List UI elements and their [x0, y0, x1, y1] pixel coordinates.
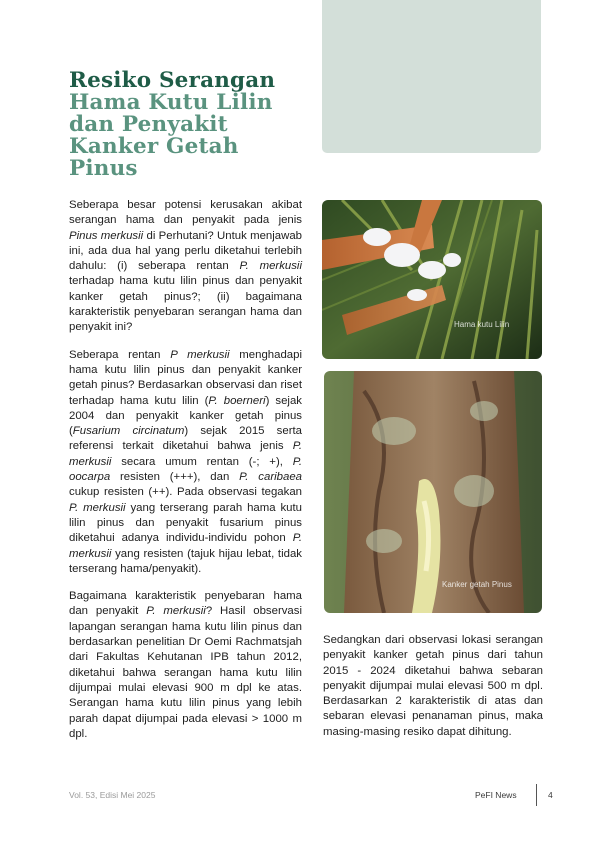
- text-run: di Perhutani? Untuk menjawab ini, ada dua hal yang perlu diketahui terlebih dahulu: (i) seberapa rentan: [69, 229, 303, 273]
- left-column: [69, 198, 302, 754]
- text-run: Seberapa rentan: [69, 348, 171, 361]
- text-run: P. merkusii: [69, 501, 126, 514]
- text-run: P. merkusii: [69, 532, 302, 560]
- title-line-3: dan Penyakit: [69, 112, 228, 137]
- text-run: P. merkusii: [69, 440, 302, 468]
- paragraph-1: [69, 198, 302, 336]
- photo1-caption: Hama kutu Lilin: [454, 320, 510, 329]
- title-line-4: Kanker Getah: [69, 134, 239, 159]
- page-number: 4: [548, 790, 553, 800]
- title-line-2: Hama Kutu Lilin: [69, 90, 273, 115]
- photo2-caption: Kanker getah Pinus: [442, 580, 512, 589]
- text-run: P. merkusii: [239, 260, 302, 273]
- text-run: terhadap hama kutu lilin pinus dan penyakit kanker getah pinus?; (ii) bagaimana karakteristik penyebaran serangan hama dan penyakit ini?: [69, 275, 302, 334]
- title-line-5: Pinus: [69, 156, 138, 181]
- article-title: [69, 70, 299, 180]
- footer-volume: Vol. 53, Edisi Mei 2025: [69, 790, 156, 800]
- paragraph-2: [69, 348, 302, 577]
- text-run: P. merkusii: [146, 605, 206, 618]
- text-run: Fusarium circinatum: [72, 425, 185, 438]
- paragraph-3: [69, 589, 302, 742]
- text-run: P. oocarpa: [69, 455, 302, 484]
- title-line-1: Resiko Serangan: [69, 68, 276, 93]
- paragraph-right-1: Sedangkan dari observasi lokasi serangan penyakit kanker getah pinus dari tahun 2015 - 2024 diketahui bahwa sebaran penyakit dijumpai mulai elevasi 500 m dpl. Berdasarkan 2 karakteristik di atas dan sebaran elevasi penanaman pinus, maka masing-masing resiko dapat dihitung.: [323, 634, 543, 738]
- text-run: resisten (+++), dan: [110, 471, 240, 484]
- text-run: ) sejak 2015 serta referensi terkait diketahui bahwa jenis: [69, 425, 302, 453]
- footer-divider: [536, 784, 537, 806]
- text-run: ) sejak 2004 dan penyakit kanker getah pinus (: [69, 394, 302, 438]
- footer-publication: PeFI News: [475, 790, 517, 800]
- decorative-header-box: [322, 0, 541, 153]
- text-run: secara umum rentan (-; +),: [111, 455, 293, 468]
- text-run: yang terserang parah hama kutu lilin pinus dan penyakit fusarium pinus diketahui adanya individu-individu pohon: [69, 501, 302, 545]
- text-run: menghadapi hama kutu lilin pinus dan penyakit kanker getah pinus? Berdasarkan observasi dan riset terhadap hama kutu lilin (: [69, 348, 302, 407]
- photo-pine-canker: [324, 371, 542, 613]
- text-run: yang resisten (tajuk hijau lebat, tidak terserang hama/penyakit).: [69, 547, 302, 575]
- right-column: [323, 633, 543, 752]
- text-run: Pinus merkusii: [69, 229, 144, 242]
- photo-scale-insect: [322, 200, 542, 359]
- text-run: P merkusii: [170, 348, 230, 361]
- text-run: cukup resisten (++). Pada observasi tegakan: [69, 486, 302, 499]
- text-run: P. boerneri: [208, 394, 266, 407]
- text-run: Bagaimana karakteristik penyebaran hama dan penyakit: [69, 590, 302, 618]
- text-run: Seberapa besar potensi kerusakan akibat serangan hama dan penyakit pada jenis: [69, 199, 302, 227]
- text-run: P. caribaea: [239, 471, 302, 484]
- text-run: ? Hasil observasi lapangan serangan hama kutu lilin pinus dan berdasarkan penelitian Dr Oemi Rachmatsjah dari Fakultas Kehutanan IPB tahun 2012, diketahui bahwa serangan hama kutu lilin dijumpai mulai elevasi 900 m dpl ke atas. Serangan hama kutu lilin pinus yang lebih parah dapat dijumpai pada elevasi > 1000 m dpl.: [69, 605, 302, 740]
